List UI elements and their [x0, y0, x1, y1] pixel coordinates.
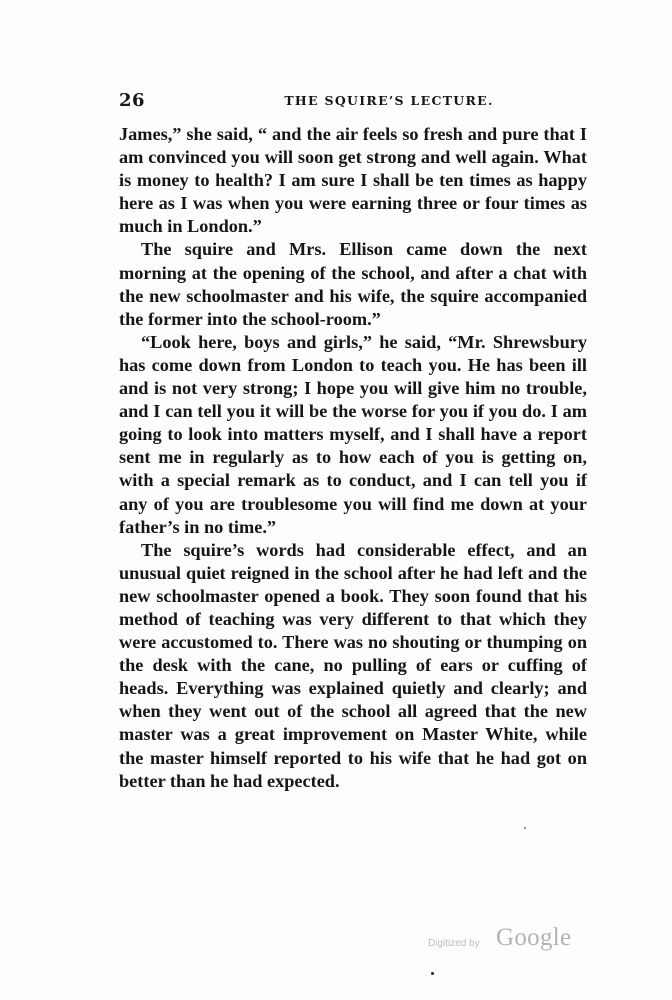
running-title: THE SQUIRE’S LECTURE.: [284, 93, 494, 108]
paragraph-3: “Look here, boys and girls,” he said, “Mr. Shrewsbury has come down from London to teach you. He has been ill and is not very strong; I hope you will give him no trouble, and I can tell you it will be the worse for you if you do. I am going to look into matters myself, and I shall have a report sent me in regularly as to how each of you is getting on, with a special remark as to conduct, and I can tell you if any of you are troublesome you will find me down at your father’s in no time.”: [119, 331, 587, 537]
body-text: [119, 123, 587, 793]
bottom-mark: [431, 972, 434, 975]
paragraph-4: The squire’s words had considerable effect, and an unusual quiet reigned in the school after he had left and the new schoolmaster opened a book. They soon found that his method of teaching was very different to that which they were accustomed to. There was no shouting or thumping on the desk with the cane, no pulling of ears or cuffing of heads. Everything was explained quietly and clearly; and when they went out of the school all agreed that the new master was a great improvement on Master White, while the master himself reported to his wife that he had got on better than he had expected.: [119, 539, 587, 791]
page-number: 26: [119, 90, 146, 111]
running-head: [119, 90, 587, 114]
watermark-prefix: Digitized by: [428, 938, 480, 949]
google-watermark: [428, 924, 588, 960]
paragraph-2: The squire and Mrs. Ellison came down the next morning at the opening of the school, and after a chat with the new schoolmaster and his wife, the squire accompanied the former into the school-room.”: [119, 239, 587, 329]
paragraph-1: James,” she said, “ and the air feels so fresh and pure that I am convinced you will soon get strong and well again. What is money to health? I am sure I shall be ten times as happy here as I was when you were earning three or four times as much in London.”: [119, 124, 587, 237]
google-logo: Google: [496, 924, 572, 951]
stray-mark: [524, 827, 526, 829]
